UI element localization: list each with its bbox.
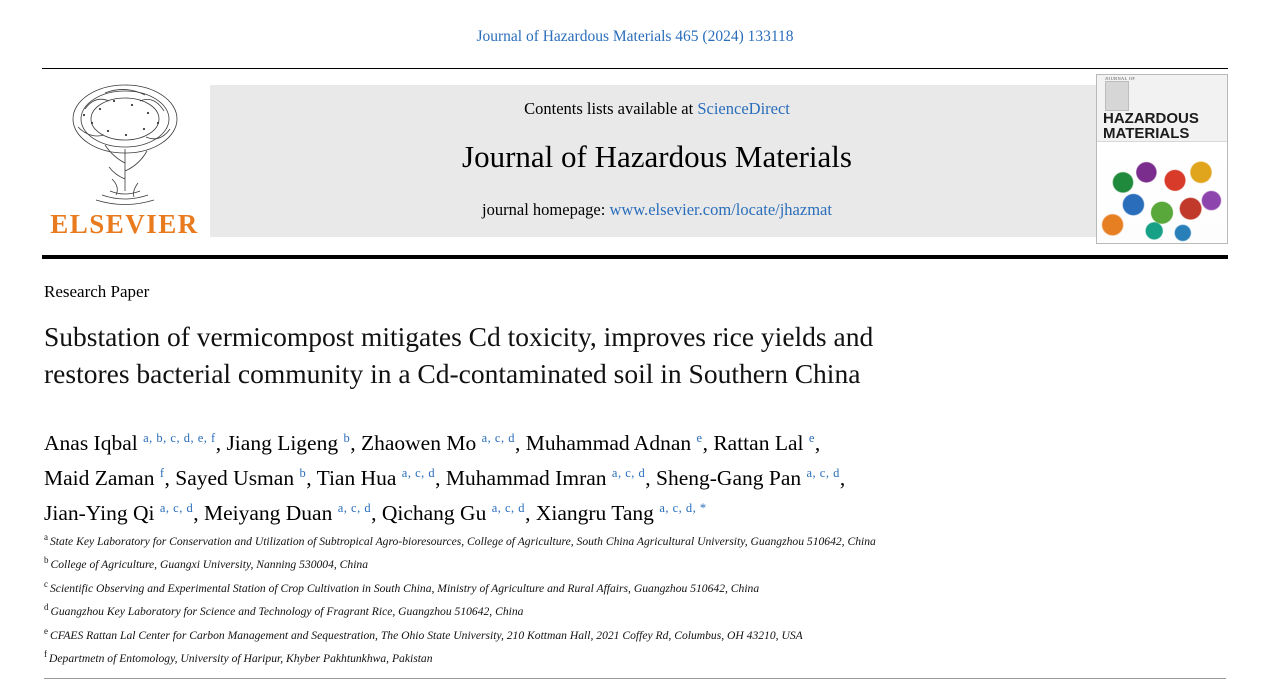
author-name: Zhaowen Mo — [360, 431, 482, 456]
journal-band — [210, 85, 1104, 237]
affiliation-text: State Key Laboratory for Conservation and Utilization of Subtropical Agro-bioresources, College of Agriculture, South China Agricultural University, Guangzhou 510642, China — [50, 534, 876, 548]
author-name: Sayed Usman — [175, 466, 300, 491]
author-name: Sheng-Gang Pan — [656, 466, 807, 491]
affiliation-item — [44, 575, 1084, 598]
affiliation-list — [44, 528, 1084, 669]
author-name: Rattan Lal — [713, 431, 809, 456]
author-affiliation-marks: a, c, d — [806, 466, 840, 481]
homepage-prefix: journal homepage: — [482, 200, 610, 219]
author-separator: , — [839, 466, 846, 491]
author-affiliation-marks: a, c, d — [491, 501, 526, 516]
title-line-1: Substation of vermicompost mitigates Cd toxicity, improves rice yields and — [44, 321, 874, 352]
affiliation-mark: a — [44, 532, 48, 542]
title-line-2: restores bacterial community in a Cd-contaminated soil in Southern China — [44, 358, 861, 389]
cover-title — [1103, 111, 1223, 141]
author-separator: , — [164, 466, 176, 491]
cover-artwork — [1097, 142, 1227, 243]
elsevier-logo — [42, 79, 207, 251]
author-line — [44, 493, 1074, 528]
bottom-divider — [44, 678, 1226, 679]
affiliation-text: Guangzhou Key Laboratory for Science and Technology of Fragrant Rice, Guangzhou 510642, China — [50, 605, 524, 619]
affiliation-item — [44, 645, 1084, 668]
author-affiliation-marks: b — [299, 466, 307, 481]
running-head: Journal of Hazardous Materials 465 (2024) 133118 — [476, 28, 794, 45]
cover-mini-image — [1105, 81, 1129, 111]
author-affiliation-marks: e — [808, 431, 815, 445]
author-separator: , — [525, 501, 536, 526]
affiliation-mark: f — [44, 649, 47, 660]
journal-homepage-link[interactable]: www.elsevier.com/locate/jhazmat — [609, 200, 832, 219]
author-name: Tian Hua — [316, 466, 402, 491]
author-affiliation-marks: a, c, d — [481, 431, 515, 445]
author-separator: , — [435, 466, 446, 491]
author-separator: , — [371, 501, 382, 526]
contents-prefix: Contents lists available at — [524, 99, 698, 118]
contents-available-line — [210, 99, 1104, 119]
page-title — [44, 318, 1074, 392]
author-separator: , — [306, 466, 317, 491]
affiliation-mark: b — [44, 555, 49, 566]
author-list — [44, 423, 1074, 528]
cover-title-line1: HAZARDOUS — [1103, 110, 1199, 127]
author-name: Anas Iqbal — [44, 431, 144, 456]
author-separator: , — [702, 431, 714, 456]
affiliation-text: CFAES Rattan Lal Center for Carbon Management and Sequestration, The Ohio State University, 210 Kottman Hall, 2021 Coffey Rd, Columbus, OH 43210, USA — [50, 628, 803, 642]
affiliation-mark: e — [44, 625, 48, 636]
journal-masthead — [42, 68, 1228, 257]
cover-header — [1097, 75, 1227, 142]
masthead-divider — [42, 255, 1228, 259]
elsevier-tree-icon — [50, 79, 200, 207]
author-name: Qichang Gu — [381, 501, 492, 526]
author-separator: , — [645, 466, 657, 491]
author-name: Muhammad Imran — [445, 466, 612, 491]
author-separator: , — [193, 501, 204, 526]
author-affiliation-marks: e — [696, 431, 703, 445]
author-affiliation-marks: a, c, d — [159, 501, 194, 516]
journal-title: Journal of Hazardous Materials — [462, 139, 852, 174]
author-name: Jian-Ying Qi — [44, 501, 160, 526]
cover-title-line2: MATERIALS — [1103, 125, 1190, 142]
author-affiliation-marks: f — [159, 466, 165, 481]
author-separator: , — [215, 431, 227, 456]
author-name: Xiangru Tang — [535, 501, 660, 526]
elsevier-wordmark: ELSEVIER — [50, 209, 199, 239]
author-separator: , — [814, 431, 821, 456]
affiliation-item — [44, 622, 1084, 645]
author-affiliation-marks: a, c, d — [611, 466, 646, 481]
journal-homepage-line — [210, 200, 1104, 220]
author-affiliation-marks: a, b, c, d, e, f — [143, 431, 216, 445]
affiliation-item — [44, 551, 1084, 574]
author-name: Muhammad Adnan — [525, 431, 697, 456]
author-affiliation-marks: a, c, d — [337, 501, 372, 516]
affiliation-text: Scientific Observing and Experimental Station of Crop Cultivation in South China, Ministry of Agriculture and Rural Affairs, Guangzhou 510642, China — [50, 581, 760, 595]
author-line — [44, 423, 1074, 458]
sciencedirect-link[interactable]: ScienceDirect — [697, 99, 790, 118]
author-affiliation-marks: a, c, d, * — [659, 501, 707, 516]
author-name: Jiang Ligeng — [226, 431, 344, 456]
affiliation-text: College of Agriculture, Guangxi University, Nanning 530004, China — [50, 558, 369, 572]
author-name: Maid Zaman — [44, 466, 160, 491]
author-affiliation-marks: a, c, d — [401, 466, 436, 481]
article-type-label: Research Paper — [44, 282, 150, 301]
affiliation-item — [44, 528, 1084, 551]
affiliation-mark: d — [44, 602, 49, 613]
journal-cover-thumbnail — [1096, 74, 1228, 244]
author-line — [44, 458, 1074, 493]
author-separator: , — [514, 431, 526, 456]
author-separator: , — [350, 431, 361, 456]
author-name: Meiyang Duan — [203, 501, 338, 526]
affiliation-item — [44, 598, 1084, 621]
author-affiliation-marks: b — [343, 431, 351, 445]
affiliation-mark: c — [44, 578, 48, 589]
affiliation-text: Departmetn of Entomology, University of Haripur, Khyber Pakhtunkhwa, Pakistan — [49, 652, 433, 666]
cover-kicker: JOURNAL OF — [1105, 76, 1136, 81]
